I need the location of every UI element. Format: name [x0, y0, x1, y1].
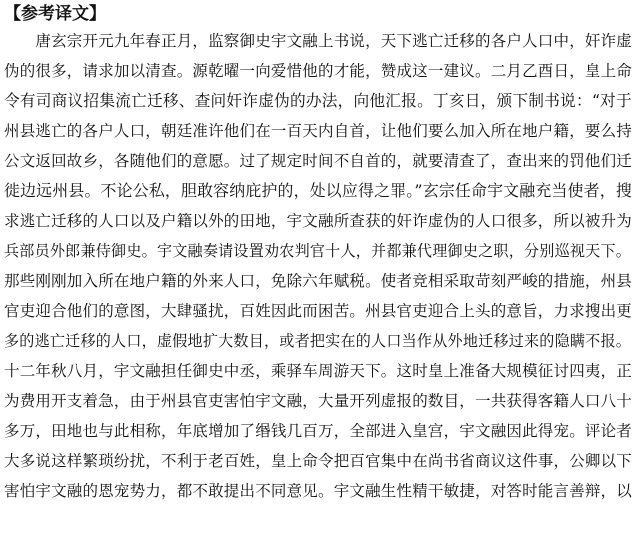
text-line: 大多说这样繁琐纷扰，不利于老百姓，皇上命令把百官集中在尚书省商议这件事，公卿以下 [4, 452, 633, 470]
text-line: 官吏迎合他们的意图，大肆骚扰，百姓因此而困苦。州县官吏迎合上头的意旨，力求搜出更 [4, 302, 633, 320]
text-line: 为费用开支着急，由于州县官吏害怕宇文融，大量开列虚报的数目，一共获得客籍人口八十 [4, 392, 633, 410]
text-line: 求逃亡迁移的人口以及户籍以外的田地，宇文融所查获的奸诈虚伪的人口很多，所以被升为 [4, 212, 633, 230]
text-line: 兵部员外郎兼侍御史。宇文融奏请设置劝农判官十人，并都兼代理御史之职，分别巡视天下。 [4, 242, 632, 260]
text-line: 十二年秋八月，宇文融担任御史中丞，乘驿车周游天下。这时皇上准备大规模征讨四夷，正 [4, 362, 633, 380]
text-line: 唐玄宗开元九年春正月，监察御史宇文融上书说，天下逃亡迁移的各户人口中，奸诈虚 [4, 32, 633, 50]
text-line: 多的逃亡迁移的人口，虚假地扩大数目，或者把实在的人口当作从外地迁移过来的隐瞒不报。 [4, 332, 632, 350]
text-line: 那些刚刚加入所在地户籍的外来人口，免除六年赋税。使者竞相采取苛刻严峻的措施，州县 [4, 272, 633, 290]
text-line: 多万，田地也与此相称，年底增加了缗钱几百万，全部进入皇宫，宇文融因此得宠。评论者 [4, 422, 633, 440]
text-line: 害怕宇文融的恩宠势力，都不敢提出不同意见。宇文融生性精干敏捷，对答时能言善辩，以 [4, 482, 633, 500]
text-line: 州县逃亡的各户人口，朝廷准许他们在一百天内自首，让他们要么加入所在地户籍，要么持 [4, 122, 633, 140]
section-heading: 【参考译文】 [4, 4, 106, 24]
text-line: 令有司商议招集流亡迁移、查问奸诈虚伪的办法，向他汇报。丁亥日，颁下制书说：“对于 [4, 91, 632, 110]
text-line: 伪的很多，请求加以清查。源乾曜一向爱惜他的才能，赞成这一建议。二月乙酉日，皇上命 [4, 62, 633, 80]
text-line: 公文返回故乡，各随他们的意愿。过了规定时间不自首的，就要清查了，查出来的罚他们迁 [4, 152, 633, 170]
text-line: 徙边远州县。不论公私，胆敢容纳庇护的，处以应得之罪。”玄宗任命宇文融充当使者，搜 [4, 181, 632, 200]
